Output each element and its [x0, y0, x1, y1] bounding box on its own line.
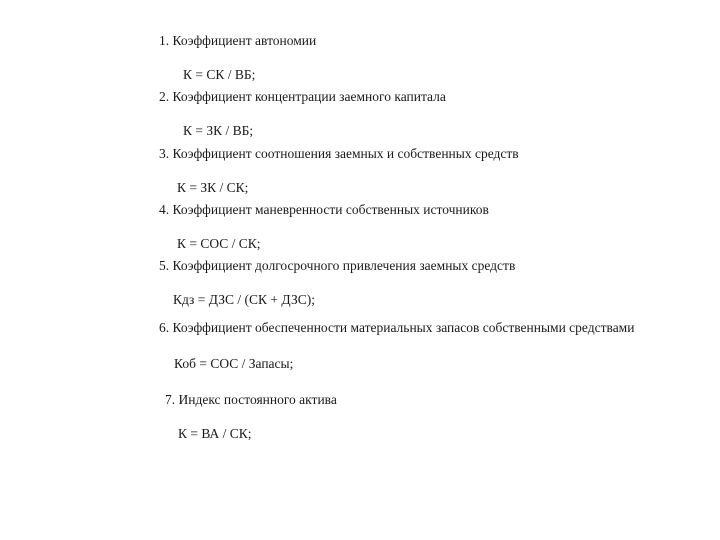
- item-7-title: 7. Индекс постоянного актива: [165, 392, 337, 407]
- item-6-title: 6. Коэффициент обеспеченности материальных запасов собственными средствами: [159, 320, 635, 335]
- item-4-title: 4. Коэффициент маневренности собственных источников: [159, 202, 489, 217]
- item-1-title: 1. Коэффициент автономии: [159, 33, 317, 48]
- item-1-formula: К = СК / ВБ;: [183, 67, 256, 82]
- item-3-formula: К = ЗК / СК;: [177, 180, 249, 195]
- item-5-formula: Кдз = ДЗС / (СК + ДЗС);: [173, 292, 315, 307]
- item-2-formula: К = ЗК / ВБ;: [183, 123, 254, 138]
- item-6-formula: Коб = СОС / Запасы;: [174, 356, 294, 371]
- item-5-title: 5. Коэффициент долгосрочного привлечения заемных средств: [159, 258, 516, 273]
- item-7-formula: К = ВА / СК;: [178, 426, 252, 441]
- item-2-title: 2. Коэффициент концентрации заемного капитала: [159, 89, 446, 104]
- item-3-title: 3. Коэффициент соотношения заемных и собственных средств: [159, 146, 519, 161]
- item-4-formula: К = СОС / СК;: [177, 236, 261, 251]
